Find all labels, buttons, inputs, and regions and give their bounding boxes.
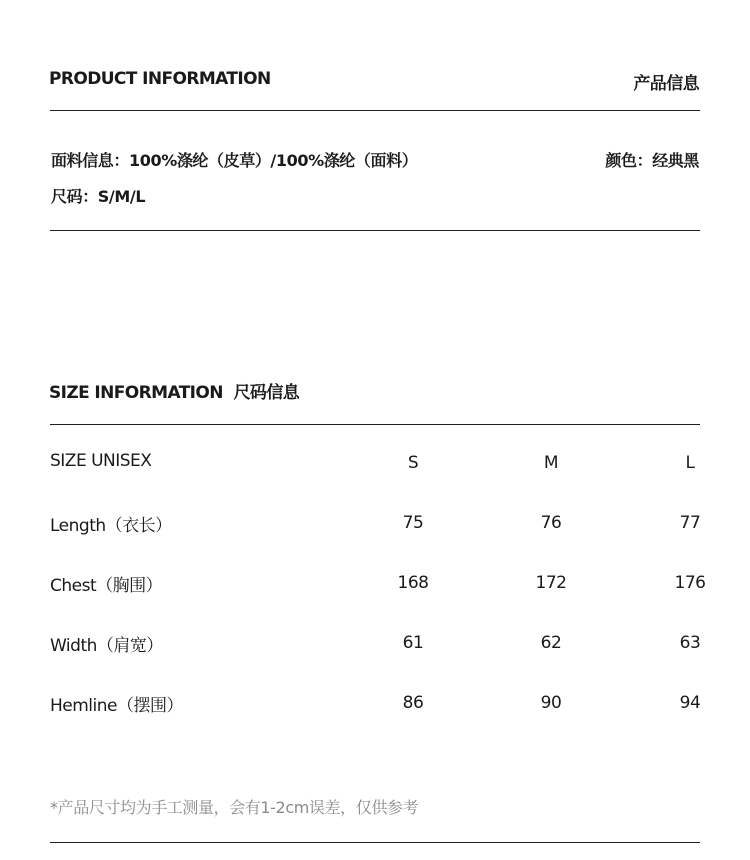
table-header-size: L — [685, 453, 695, 473]
row-value: 62 — [540, 633, 562, 653]
row-value: 168 — [397, 573, 429, 593]
row-label: Hemline（摆围） — [50, 696, 183, 716]
table-header-size: M — [543, 453, 559, 473]
size-info-title — [49, 378, 299, 403]
color-info: 颜色：经典黑 — [605, 151, 699, 170]
size-options: 尺码：S/M/L — [51, 187, 146, 206]
row-value: 86 — [402, 693, 424, 713]
measurement-footnote: *产品尺寸均为手工测量，会有1-2cm误差，仅供参考 — [50, 798, 419, 817]
row-value: 61 — [402, 633, 424, 653]
row-value: 63 — [679, 633, 701, 653]
row-value: 77 — [679, 513, 701, 533]
size-info-title-cn: 尺码信息 — [233, 383, 300, 403]
product-info-title-en: PRODUCT INFORMATION — [49, 69, 271, 89]
divider — [50, 424, 700, 425]
row-value: 75 — [402, 513, 424, 533]
row-value: 172 — [535, 573, 567, 593]
size-info-title-en: SIZE INFORMATION — [49, 383, 223, 403]
row-label: Width（肩宽） — [50, 636, 163, 656]
divider — [50, 110, 700, 111]
row-value: 90 — [540, 693, 562, 713]
row-label: Length（衣长） — [50, 516, 172, 536]
fabric-info: 面料信息：100%涤纶（皮草）/100%涤纶（面料） — [51, 151, 418, 170]
row-label: Chest（胸围） — [50, 576, 163, 596]
divider — [50, 842, 700, 843]
divider — [50, 230, 700, 231]
table-header-label: SIZE UNISEX — [50, 451, 152, 471]
product-info-title-cn: 产品信息 — [633, 74, 699, 94]
row-value: 176 — [674, 573, 706, 593]
row-value: 76 — [540, 513, 562, 533]
table-header-size: S — [407, 453, 419, 473]
row-value: 94 — [679, 693, 701, 713]
